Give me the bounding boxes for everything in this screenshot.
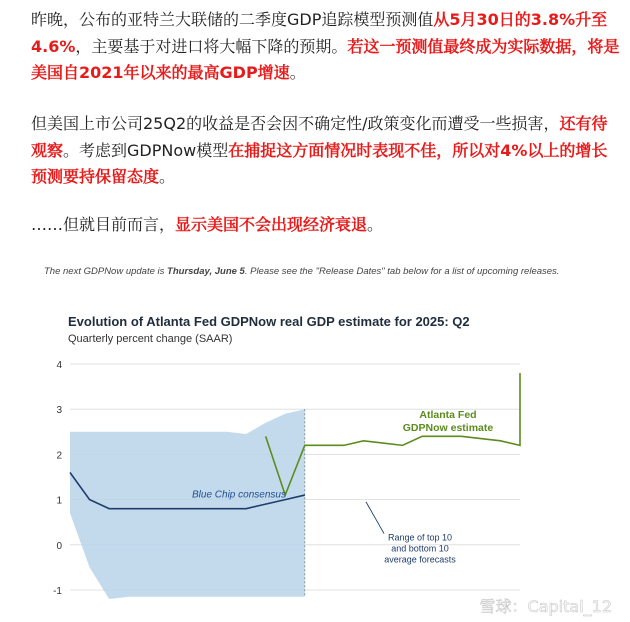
paragraph-3 [31, 212, 623, 239]
p3-seg-1: 显示美国不会出现经济衰退 [175, 215, 368, 234]
p2-seg-4: 。 [159, 167, 176, 186]
range-label-1: Range of top 10 [387, 532, 453, 543]
p2-seg-0: 但美国上市公司25Q2的收益是否会因不确定性/政策变化而遭受一些损害， [31, 114, 560, 133]
watermark-text: 雪球：Capital_12 [479, 597, 612, 616]
y-tick-label: 4 [56, 360, 62, 371]
gdpnow-label-2: GDPNow estimate [402, 422, 494, 435]
blue-chip-label: Blue Chip consensus [192, 489, 286, 501]
y-tick-label: 0 [56, 540, 62, 552]
figure-note-date: Thursday, June 5 [167, 266, 245, 277]
y-tick-label: 3 [56, 405, 62, 417]
y-tick-label: 1 [56, 495, 62, 507]
p3-seg-0: ……但就目前而言， [31, 215, 176, 234]
figure-note-suffix: . Please see the "Release Dates" tab below for a list of upcoming releases. [244, 266, 560, 277]
gdpnow-label-1: Atlanta Fed [419, 409, 477, 422]
range-callout-line [366, 502, 384, 534]
chart-title: Evolution of Atlanta Fed GDPNow real GDP estimate for 2025: Q2 [68, 314, 470, 329]
p2-seg-2: 。考虑到GDPNow模型 [63, 140, 229, 160]
p1-seg-4: 。 [289, 63, 306, 82]
p1-seg-0: 昨晚，公布的亚特兰大联储的二季度GDP追踪模型预测值 [31, 10, 434, 29]
p1-seg-3: 若这一预测值最终成为实际数据，将是美国自2021年以来的最高GDP增速 [31, 36, 620, 82]
range-label-3: average forecasts [384, 554, 456, 565]
p2-seg-1: 还有待观察 [31, 114, 608, 160]
paragraph-1 [31, 7, 623, 87]
p1-seg-2: ，主要基于对进口将大幅下降的预期。 [75, 36, 348, 56]
chart-subtitle: Quarterly percent change (SAAR) [68, 333, 233, 345]
range-label-2: and bottom 10 [391, 543, 449, 554]
range-band [70, 409, 305, 599]
gdpnow-chart [0, 262, 630, 622]
p3-seg-2: 。 [367, 215, 384, 234]
paragraph-2 [31, 111, 623, 191]
p1-seg-1: 从5月30日的3.8%升至4.6% [31, 10, 608, 56]
p2-seg-3: 在捕捉这方面情况时表现不佳，所以对4%以上的增长预测要持保留态度 [31, 140, 608, 186]
figure-note-prefix: The next GDPNow update is [44, 266, 168, 277]
y-tick-label: -1 [53, 586, 62, 597]
y-tick-label: 2 [56, 450, 62, 462]
